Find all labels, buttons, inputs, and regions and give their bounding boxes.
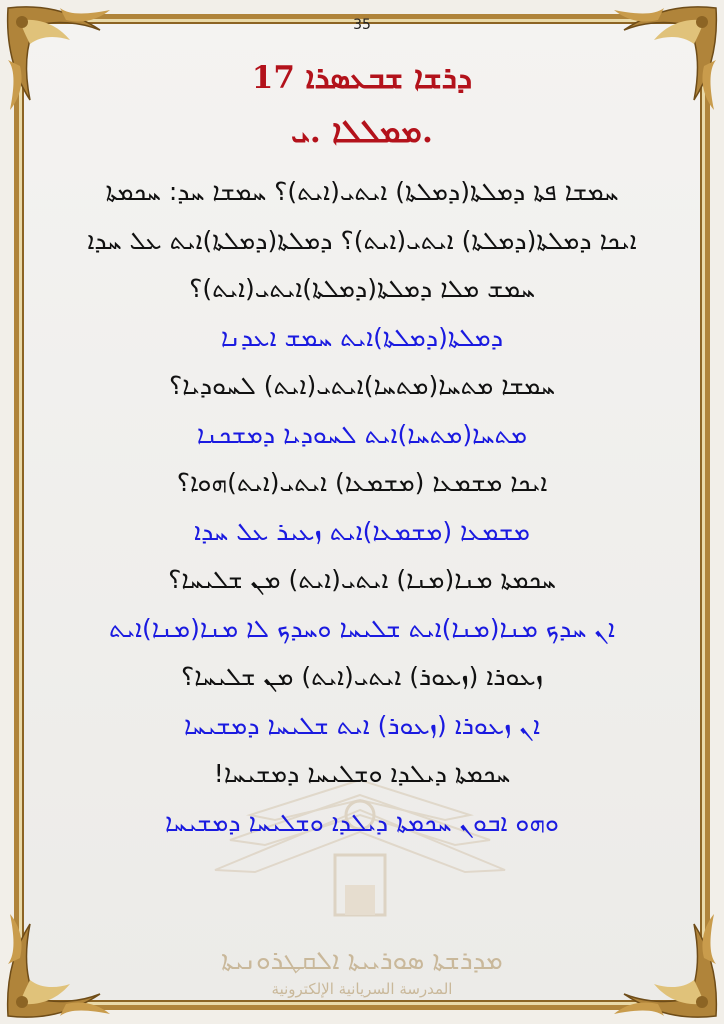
text-line: ܡܬܚܐ(ܡܬܚܐ)ܐܝܬ ܠܚܘܕܝܐ ܕܡܫܟܢܐ xyxy=(196,419,528,449)
text-line: ܚܡܫ ܡܠܐ ܕܡܠܬܐ(ܕܡܠܬܐ)ܐܝܬܝ(ܐܝܬ)؟ xyxy=(189,274,535,303)
text-line: ܡܫܡܥܐ (ܡܫܡܥܐ)ܐܝܬ ܙܥܝܪ ܥܠ ܚܕܐ xyxy=(194,516,530,546)
text-line: ܙܥܘܪܐ (ܙܥܘܪ) ܐܝܬܝ(ܐܝܬ) ܡܢ ܫܠܝܚܐ؟ xyxy=(181,662,543,691)
school-name-arabic: المدرسة السريانية الإلكترونية xyxy=(271,980,453,998)
lesson-subtitle: ܡܡܠܠܐ .ܝ. xyxy=(291,112,433,150)
text-line: ܚܡܫܐ ܦܬܐ ܕܡܠܬܐ(ܕܡܠܬܐ) ܐܝܬܝ(ܐܝܬ)؟ ܚܡܫܐ ܚܕ: ܚܟܡܬܐ xyxy=(105,177,619,206)
lesson-text xyxy=(40,168,684,847)
text-line: ܐܢ ܚܕܟ ܡܢܐ(ܡܢܐ)ܐܝܬ ܫܠܝܚܐ ܘܚܕܟ ܠܐ ܡܢܐ(ܡܢܐ)ܐܝܬ xyxy=(109,613,615,643)
text-line: ܚܟܡܬܐ ܕܝܠܕܐ ܘܫܠܝܚܐ ܕܡܫܝܚܐ! xyxy=(213,759,511,788)
lesson-title: ܕܪܫܐ ܫܒܥܣܪܐ 17 xyxy=(251,60,473,96)
text-line: ܚܡܫܐ ܡܬܚܐ(ܡܬܚܐ)ܐܝܬܝ(ܐܝܬ) ܠܚܘܕܝܐ؟ xyxy=(168,371,556,400)
text-line: ܚܟܡܬܐ ܡܢܐ(ܡܢܐ) ܐܝܬܝ(ܐܝܬ) ܡܢ ܫܠܝܚܐ؟ xyxy=(168,565,556,594)
text-line: ܘܗܘ ܐܒܘܢ ܚܟܡܬܐ ܕܝܠܕܐ ܘܫܠܝܚܐ ܕܡܫܝܚܐ xyxy=(165,807,559,837)
school-name-syriac: ܡܕܪܫܬܐ ܣܘܪܝܝܬܐ ܐܠܩܛܪܘܢܝܬܐ xyxy=(221,946,503,976)
text-line: ܐܝܟܐ ܡܫܡܥܐ (ܡܫܡܥܐ) ܐܝܬܝ(ܐܝܬ)ܗܘܐ؟ xyxy=(176,468,548,497)
text-line: ܐܝܟܐ ܕܡܠܬܐ(ܕܡܠܬܐ) ܐܝܬܝ(ܐܝܬ)؟ ܕܡܠܬܐ(ܕܡܠܬܐ)ܐܝܬ ܥܠ ܚܕܐ xyxy=(87,225,637,255)
page-number: 35 xyxy=(353,17,371,33)
text-line: ܐܢ ܙܥܘܪܐ (ܙܥܘܪ) ܐܝܬ ܫܠܝܚܐ ܕܡܫܝܚܐ xyxy=(184,710,540,740)
text-line: ܕܡܠܬܐ(ܕܡܠܬܐ)ܐܝܬ ܚܡܫ ܐܥܕܢܐ xyxy=(220,322,504,352)
